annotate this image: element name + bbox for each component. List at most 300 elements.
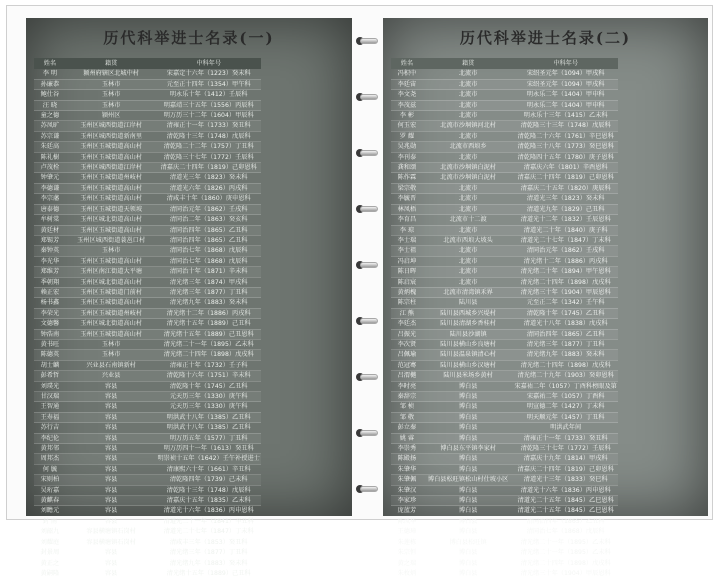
table-row: [391, 225, 618, 235]
name-cell: 吴兆勋: [391, 142, 423, 152]
table-row: [391, 392, 618, 402]
name-cell: 邹 桢: [391, 402, 423, 412]
ring-binding: [352, 18, 383, 516]
name-cell: 李德谦: [34, 183, 66, 193]
table-row: [391, 79, 618, 89]
hometown-cell: 玉州区玉城街道州岐村: [66, 173, 157, 183]
table-row: [391, 246, 618, 256]
name-cell: 牟树棠: [34, 215, 66, 225]
table-row: [34, 121, 261, 131]
name-cell: 吴珩嘉: [34, 485, 66, 495]
table-row: [34, 90, 261, 100]
hometown-cell: 玉州区玉城街道高山村: [66, 298, 157, 308]
name-cell: 孙廉恭: [34, 79, 66, 89]
table-row: [391, 267, 618, 277]
hometown-cell: 玉州区城北街道高山村: [66, 215, 157, 225]
exam-year-cell: 清康熙六十年（1661）辛丑科: [157, 464, 261, 474]
name-cell: 范冠骞: [391, 360, 423, 370]
exam-year-cell: 清光绪二十一年（1895）乙未科: [514, 548, 618, 558]
exam-year-cell: 清乾隆三十七年（1772）壬辰科: [514, 444, 618, 454]
panel-title: 历代科举进士名录(一): [103, 29, 275, 47]
name-cell: 文德馨: [34, 319, 66, 329]
binding-ring: [356, 428, 378, 438]
exam-year-cell: 清雍正十年（1732）壬子科: [157, 360, 261, 370]
panel-title: 历代科举进士名录(二): [459, 29, 632, 47]
table-row: [391, 444, 618, 454]
exam-year-cell: 清乾隆四十五年（1780）庚子恩科: [514, 152, 618, 162]
table-row: [34, 100, 261, 110]
name-cell: 李崇秀: [391, 444, 423, 454]
hometown-cell: 玉州区玉城街道高山村: [66, 329, 157, 339]
exam-year-cell: 清道光十三年（1833）癸巳科: [514, 475, 618, 485]
column-header: 姓名: [34, 58, 66, 69]
exam-year-cell: 清光绪二十一年（1895）乙未科: [157, 339, 261, 349]
table-row: [391, 69, 618, 79]
hometown-cell: 北流市: [423, 225, 514, 235]
exam-year-cell: 清光绪二十四年（1898）戊戌科: [514, 277, 618, 287]
table-row: [391, 464, 618, 474]
name-cell: 林凤梧: [391, 204, 423, 214]
table-row: [391, 173, 618, 183]
table-row: [391, 308, 618, 318]
table-row: [391, 568, 618, 578]
table-row: [34, 568, 261, 578]
exam-year-cell: 清道光十八年（1838）戊戌科: [514, 319, 618, 329]
table-row: [34, 111, 261, 121]
exam-year-cell: 清光绪十二年（1886）丙戌科: [514, 256, 618, 266]
hometown-cell: 北流市: [423, 90, 514, 100]
table-row: [34, 475, 261, 485]
name-cell: 吕振光: [391, 329, 423, 339]
table-row: [34, 183, 261, 193]
exam-year-cell: 宋绍圣元年（1094）甲戌科: [514, 79, 618, 89]
name-cell: 冯启坤: [391, 256, 423, 266]
table-row: [34, 485, 261, 495]
table-row: [34, 371, 261, 381]
name-cell: 赖正宏: [34, 287, 66, 297]
name-cell: 李 琼: [391, 225, 423, 235]
name-cell: 陈礼樹: [34, 152, 66, 162]
table-row: [391, 163, 618, 173]
hometown-cell: 玉州区玉城街道高山村: [66, 225, 157, 235]
hometown-cell: 博白县: [423, 392, 514, 402]
name-cell: 李时亮: [391, 381, 423, 391]
name-cell: 吕渭樾: [391, 371, 423, 381]
exam-year-cell: 明洪武十八年（1385）乙丑科: [157, 412, 261, 422]
exam-year-cell: 清雍正十一年（1733）癸丑科: [514, 433, 618, 443]
table-row: [391, 256, 618, 266]
hometown-cell: 北流市: [423, 79, 514, 89]
name-cell: 秦辞宗: [391, 392, 423, 402]
hometown-cell: 兴业县: [66, 371, 157, 381]
exam-year-cell: 清道光十六年（1836）丙申恩科: [157, 506, 261, 516]
hometown-cell: 玉州区玉城街道高山村: [66, 152, 157, 162]
binding-ring: [356, 148, 378, 158]
hometown-cell: 玉州区城北街道高山村: [66, 319, 157, 329]
table-row: [391, 204, 618, 214]
table-row: [391, 537, 618, 547]
table-row: [34, 235, 261, 245]
exam-year-cell: 明永乐十三年（1415）乙未科: [514, 111, 618, 121]
binding-ring: [356, 260, 378, 270]
name-cell: 钟浩南: [34, 329, 66, 339]
exam-year-cell: 清道光九年（1829）己丑科: [514, 204, 618, 214]
column-header: 中科年号: [514, 58, 618, 69]
name-cell: 姚 睿: [391, 433, 423, 443]
name-cell: 钟肇元: [34, 173, 66, 183]
name-cell: 黄炳槐: [391, 287, 423, 297]
name-cell: 何 毓: [34, 464, 66, 474]
exam-year-cell: 宋嘉祐二年（1057）丁酉科: [514, 392, 618, 402]
table-row: [391, 433, 618, 443]
roster-panel-left: [26, 18, 352, 577]
name-cell: 汪 晓: [34, 100, 66, 110]
hometown-cell: 容县: [66, 423, 157, 433]
binding-ring: [356, 36, 378, 46]
exam-year-cell: 清同治四年（1865）乙丑科: [157, 235, 261, 245]
hometown-cell: 陆川县米场乡黄村: [423, 371, 514, 381]
hometown-cell: 北流市: [423, 183, 514, 193]
exam-year-cell: 清乾隆十年（1745）乙丑科: [514, 308, 618, 318]
table-row: [34, 69, 261, 79]
hometown-cell: 博白县: [423, 423, 514, 433]
exam-year-cell: 清同治四年（1865）乙丑科: [157, 225, 261, 235]
hometown-cell: 容县横塘镇石岗村: [66, 537, 157, 547]
name-cell: 杨书鑫: [34, 298, 66, 308]
hometown-cell: 北流市: [423, 256, 514, 266]
table-row: [391, 298, 618, 308]
hometown-cell: 颍州区: [66, 111, 157, 121]
exam-year-cell: 清道光二十年（1840）庚子科: [514, 225, 618, 235]
exam-year-cell: 明万历三十二年（1604）甲辰科: [157, 111, 261, 121]
name-cell: 唐泰德: [34, 204, 66, 214]
hometown-cell: 玉州区城西街道江岸村: [66, 121, 157, 131]
exam-year-cell: 明万历四十一年（1613）癸丑科: [157, 444, 261, 454]
exam-year-cell: 明崇祯十五年（1642）壬午补授进士: [157, 455, 260, 463]
table-row: [391, 142, 618, 152]
exam-year-cell: 清雍正十一年（1733）癸丑科: [157, 121, 261, 131]
hometown-cell: 容县: [66, 548, 157, 558]
exam-year-cell: 明宣德二年（1427）丁未科: [514, 402, 618, 412]
hometown-cell: 陆川县横山乡良塘村: [423, 339, 514, 349]
exam-year-cell: 明永乐二年（1404）甲申科: [514, 90, 618, 100]
exam-year-cell: 明洪武十八年（1385）乙丑科: [157, 423, 261, 433]
name-cell: 李文尧: [391, 90, 423, 100]
name-cell: 李毓晋: [391, 194, 423, 204]
table-row: [391, 235, 618, 245]
name-cell: 朱肇佩: [391, 475, 423, 485]
hometown-cell: 北流市: [423, 246, 514, 256]
name-cell: 李次贤: [391, 339, 423, 349]
hometown-cell: 容县: [66, 568, 157, 578]
name-cell: 苏宗谦: [34, 131, 66, 141]
exam-year-cell: 清乾隆十年（1745）乙丑科: [157, 381, 261, 391]
hometown-cell: 容县: [66, 381, 157, 391]
table-row: [34, 225, 261, 235]
exam-year-cell: 清同治十年（1871）辛未科: [157, 267, 261, 277]
hometown-cell: 北流市: [423, 100, 514, 110]
name-cell: 刘耀庭: [34, 537, 66, 547]
exam-year-cell: 清道光二十五年（1845）乙巳恩科: [514, 496, 618, 506]
exam-year-cell: 明洪武年间: [514, 423, 618, 433]
hometown-cell: 容县: [66, 496, 157, 506]
table-row: [391, 215, 618, 225]
column-header: 籍贯: [423, 58, 514, 69]
table-row: [391, 516, 618, 526]
table-row: [391, 371, 618, 381]
hometown-cell: 容县: [66, 402, 157, 412]
exam-year-cell: 清光绪十二年（1886）丙戌科: [157, 308, 261, 318]
hometown-cell: 北流市清湾镇禾界: [423, 287, 514, 297]
hometown-cell: 玉林市: [66, 90, 157, 100]
exam-year-cell: 清光绪二十四年（1898）戊戌科: [157, 350, 261, 360]
name-cell: 朱廷高: [34, 142, 66, 152]
table-row: [34, 506, 261, 516]
name-cell: 朱肇华: [391, 464, 423, 474]
name-cell: 李士瑞: [391, 235, 423, 245]
hometown-cell: 玉林市: [66, 339, 157, 349]
table-row: [34, 287, 261, 297]
hometown-cell: 玉林市: [66, 100, 157, 110]
hometown-cell: 北流市沙垌镇河北村: [423, 121, 514, 131]
exam-year-cell: 清同治四年（1865）乙丑科: [514, 516, 618, 526]
hometown-cell: 博白县松旺镇松山村仕坡小区: [423, 475, 514, 485]
table-row: [34, 464, 261, 474]
exam-year-cell: 清道光二十五年（1845）乙巳恩科: [514, 506, 618, 516]
hometown-cell: 北流市西埌乡: [423, 142, 514, 152]
exam-year-cell: 元天历三年（1330）庚午科: [157, 392, 261, 402]
table-row: [34, 277, 261, 287]
table-row: [34, 173, 261, 183]
table-row: [34, 308, 261, 318]
hometown-cell: 博白县: [423, 381, 514, 391]
name-cell: 李纪伦: [34, 433, 66, 443]
exam-year-cell: 清光绪二十九年（1903）癸卯恩科: [514, 371, 618, 381]
table-row: [34, 444, 261, 454]
exam-year-cell: 清光绪九年（1883）癸未科: [514, 350, 618, 360]
name-cell: 封 南: [34, 516, 66, 526]
hometown-cell: 容县: [66, 558, 157, 568]
name-cell: 冯积中: [391, 69, 423, 79]
table-row: [391, 121, 618, 131]
name-cell: 刘韶九: [34, 527, 66, 537]
exam-year-cell: 明永乐十年（1412）壬辰科: [157, 90, 261, 100]
exam-year-cell: 清乾隆四年（1739）己未科: [157, 475, 261, 485]
binding-ring: [356, 372, 378, 382]
name-cell: 李家珍: [391, 496, 423, 506]
exam-year-cell: 清嘉庆二十五年（1820）庚辰科: [514, 183, 618, 193]
exam-year-cell: 清光绪三十年（1904）甲辰恩科: [514, 287, 618, 297]
exam-year-cell: 元至正十四年（1354）甲午科: [157, 79, 261, 89]
name-cell: 鲍仕谷: [34, 90, 66, 100]
name-cell: 李光华: [34, 256, 66, 266]
exam-year-cell: 清光绪二十一年（1895）乙未科: [514, 537, 618, 547]
name-cell: 陈宗柱: [391, 298, 423, 308]
exam-year-cell: 清同治七年（1868）戊辰科: [157, 256, 261, 266]
table-row: [391, 277, 618, 287]
hometown-cell: 颍州府辖区北城中村: [66, 69, 157, 79]
name-cell: 黄廷材: [34, 225, 66, 235]
hometown-cell: 博白县: [423, 548, 514, 558]
table-row: [391, 111, 618, 121]
table-row: [34, 204, 261, 214]
table-row: [391, 496, 618, 506]
table-row: [34, 256, 261, 266]
hometown-cell: 玉州区城西街道江岸村: [66, 163, 157, 173]
name-cell: 罗 耀: [391, 131, 423, 141]
hometown-cell: 北流市沙垌镇白泥村: [423, 163, 514, 173]
table-row: [391, 350, 618, 360]
hometown-cell: 陆川县温泉镇清心村: [423, 350, 514, 360]
name-cell: 秦钟英: [34, 246, 66, 256]
hometown-cell: 玉州区城西街道新南里: [66, 131, 157, 141]
hometown-cell: 博白县: [423, 402, 514, 412]
name-cell: 刘璞光: [34, 381, 66, 391]
name-cell: 郑维芳: [34, 267, 66, 277]
exam-year-cell: 清乾隆三十八年（1773）癸巳恩科: [514, 142, 618, 152]
name-cell: 江 熊: [391, 308, 423, 318]
exam-year-cell: 清乾隆二十六年（1761）辛巳恩科: [514, 131, 618, 141]
table-row: [391, 183, 618, 193]
table-row: [391, 360, 618, 370]
hometown-cell: 玉州区玉城街道高山村: [66, 142, 157, 152]
table-row: [391, 402, 618, 412]
hometown-cell: 容县: [66, 444, 157, 454]
hometown-cell: 博白县: [423, 485, 514, 495]
exam-year-cell: 清乾隆二十二年（1757）丁丑科: [157, 142, 261, 152]
table-row: [391, 152, 618, 162]
exam-year-cell: 清道光三年（1823）癸未科: [157, 173, 261, 183]
name-cell: 苏行吉: [34, 423, 66, 433]
name-cell: 朱肇汉: [391, 485, 423, 495]
name-cell: 卢茂栓: [34, 163, 66, 173]
hometown-cell: 北流市: [423, 111, 514, 121]
table-row: [34, 433, 261, 443]
table-row: [391, 412, 618, 422]
hometown-cell: 博白县东平镇李家村: [423, 444, 514, 454]
table-header-row: [391, 58, 618, 69]
name-cell: 黄正之: [34, 558, 66, 568]
exam-year-cell: 清道光二十七年（1847）丁未科: [157, 527, 261, 537]
exam-year-cell: 清同治七年（1868）戊辰科: [157, 246, 261, 256]
exam-year-cell: 明永乐二年（1404）甲申科: [514, 100, 618, 110]
name-cell: 朱宗恒: [391, 548, 423, 558]
exam-year-cell: 清道光三年（1823）癸未科: [514, 194, 618, 204]
name-cell: 朱枚炳: [391, 568, 423, 578]
exam-year-cell: 清光绪三年（1874）甲戌科: [157, 277, 261, 287]
name-cell: 黄麒春: [34, 496, 66, 506]
table-row: [34, 131, 261, 141]
table-row: [34, 423, 261, 433]
exam-year-cell: 清光绪三年（1877）丁丑科: [157, 287, 261, 297]
roster-table: [34, 58, 261, 579]
table-row: [391, 558, 618, 568]
column-header: 中科年号: [157, 58, 261, 69]
hometown-cell: 容县: [66, 475, 157, 485]
exam-year-cell: 明嘉靖三十五年（1556）丙辰科: [157, 100, 261, 110]
name-cell: 吕佩瑜: [391, 350, 423, 360]
name-cell: 王德璋: [391, 527, 423, 537]
name-cell: 李廷宙: [391, 79, 423, 89]
table-row: [34, 402, 261, 412]
name-cell: 陈德英: [34, 350, 66, 360]
table-row: [391, 100, 618, 110]
table-row: [34, 496, 261, 506]
hometown-cell: 北流市: [423, 131, 514, 141]
photo-frame: [6, 5, 713, 577]
column-header: 姓名: [391, 58, 423, 69]
hometown-cell: 玉州区玉城街道州岐村: [66, 308, 157, 318]
exam-year-cell: 清乾隆十六年（1751）辛未科: [157, 371, 261, 381]
table-row: [391, 506, 618, 516]
name-cell: 梁宗敬: [391, 183, 423, 193]
roster-table: [391, 58, 618, 579]
exam-year-cell: 清道光二十一年（1841）辛丑科: [157, 516, 261, 526]
exam-year-cell: 清道光十二年（1832）壬辰恩科: [514, 215, 618, 225]
exam-year-cell: 清光绪十五年（1889）己丑恩科: [157, 329, 261, 339]
exam-year-cell: 清咸丰三年（1853）癸丑科: [157, 537, 261, 547]
hometown-cell: 容县: [66, 464, 157, 474]
hometown-cell: 北流市沙垌镇白泥村: [423, 173, 514, 183]
name-cell: 李育昌: [391, 215, 423, 225]
exam-year-cell: 明天顺元年（1457）丁丑科: [514, 412, 618, 422]
hometown-cell: 博白县: [423, 454, 514, 464]
hometown-cell: 陆川县清湖乡香桂村: [423, 319, 514, 329]
exam-year-cell: 宋绍圣元年（1094）甲戌科: [514, 69, 618, 79]
hometown-cell: 博白县: [423, 558, 514, 568]
exam-year-cell: 清同治二年（1863）癸亥科: [157, 215, 261, 225]
name-cell: 李 明: [34, 69, 66, 79]
table-row: [34, 350, 261, 360]
hometown-cell: 博白县: [423, 568, 514, 578]
exam-year-cell: 清乾隆十三年（1748）戊辰科: [157, 131, 261, 141]
table-row: [391, 475, 618, 485]
hometown-cell: 北流市: [423, 267, 514, 277]
table-row: [34, 319, 261, 329]
name-cell: 陈作霖: [391, 173, 423, 183]
hometown-cell: 陆川县横山乡汉塘村: [423, 360, 514, 370]
name-cell: 黄邦邻: [34, 444, 66, 454]
name-cell: 周邦杰: [34, 454, 66, 464]
exam-year-cell: 宋嘉定十六年（1223）癸未科: [157, 69, 261, 79]
hometown-cell: 玉州区玉城街道高山村: [66, 194, 157, 204]
table-row: [34, 267, 261, 277]
table-row: [34, 527, 261, 537]
exam-year-cell: 清道光十六年（1836）丙申恩科: [514, 485, 618, 495]
table-row: [34, 152, 261, 162]
exam-year-cell: 元至正二年（1342）壬午科: [514, 298, 618, 308]
name-cell: 李茂兹: [391, 100, 423, 110]
exam-year-cell: 清光绪三年（1877）丁丑科: [157, 548, 261, 558]
exam-year-cell: 明万历五年（1577）丁丑科: [157, 433, 261, 443]
name-cell: 彭希哲: [34, 371, 66, 381]
exam-year-cell: 清道光六年（1826）丙戌科: [157, 183, 261, 193]
exam-year-cell: 清嘉庆二十四年（1819）己卯恩科: [514, 464, 618, 474]
hometown-cell: 博白县: [423, 516, 514, 526]
name-cell: 李 彬: [391, 111, 423, 121]
name-cell: 宋则柏: [34, 475, 66, 485]
table-row: [34, 142, 261, 152]
table-row: [391, 319, 618, 329]
table-row: [34, 79, 261, 89]
hometown-cell: 陆川县西城乡兴堤村: [423, 308, 514, 318]
hometown-cell: 博白县: [423, 506, 514, 516]
hometown-cell: 容县: [66, 516, 157, 526]
exam-year-cell: 清光绪二十四年（1898）戊戌科: [514, 360, 618, 370]
exam-year-cell: 清同治元年（1862）壬戌科: [157, 204, 261, 214]
table-row: [391, 287, 618, 297]
table-row: [34, 360, 261, 370]
